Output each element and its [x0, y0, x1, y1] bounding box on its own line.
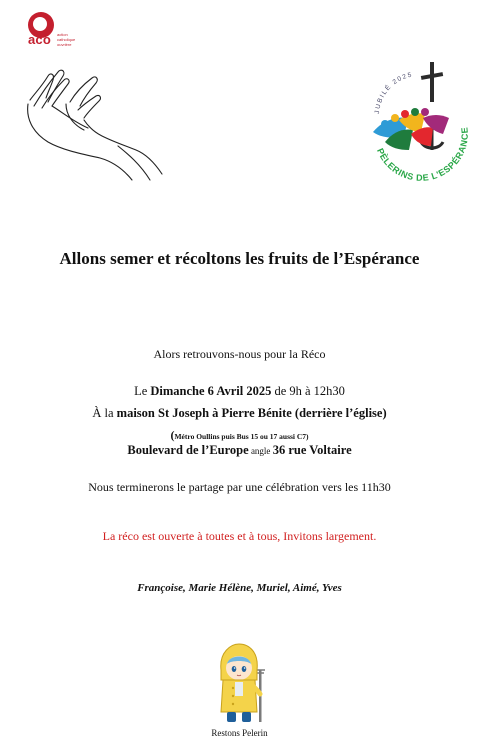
date-prefix: Le — [134, 384, 151, 398]
signatures: Françoise, Marie Hélène, Muriel, Aimé, Yves — [137, 582, 342, 594]
closing-text: Nous terminerons le partage par une célébration vers les 11h30 — [88, 480, 391, 494]
place-line — [0, 406, 479, 421]
jubilee-year-arc: JUBILÉ 2025 — [373, 71, 414, 115]
aco-wordmark: aco — [28, 32, 52, 47]
place-prefix: À la — [92, 406, 117, 420]
invitation-text: La réco est ouverte à toutes et à tous, Invitons largement. — [102, 529, 377, 543]
praying-hands-icon — [22, 62, 170, 187]
mascot-caption: Restons Pelerin — [211, 728, 268, 738]
page-title: Allons semer et récoltons les fruits de l’Espérance — [59, 249, 420, 268]
transport-text: Métro Oullins puis Bus 15 ou 17 aussi C7) — [174, 432, 309, 441]
transport-line — [0, 428, 479, 443]
svg-text:JUBILÉ 2025 — [374, 71, 414, 114]
event-place: maison St Joseph à Pierre Bénite (derrière l’église) — [116, 406, 387, 420]
event-date: Dimanche 6 Avril 2025 — [150, 384, 272, 398]
pilgrim-mascot-icon — [209, 640, 269, 728]
event-time: de 9h à 12h30 — [271, 384, 345, 398]
street-number: 36 rue Voltaire — [272, 443, 352, 457]
street-name: Boulevard de l’Europe — [127, 443, 249, 457]
street-line — [0, 443, 479, 458]
date-line — [0, 384, 479, 399]
aco-tagline: action catholique ouvrière — [57, 32, 76, 47]
jubilee-2025-logo — [355, 58, 479, 198]
jubilee-motto-arc: PÈLERINS DE L'ESPÉRANCE — [375, 126, 470, 183]
street-angle: angle — [248, 446, 273, 456]
intro-text: Alors retrouvons-nous pour la Réco — [153, 347, 326, 361]
aco-logo — [24, 10, 84, 52]
transport-open-paren: ( — [170, 428, 175, 442]
